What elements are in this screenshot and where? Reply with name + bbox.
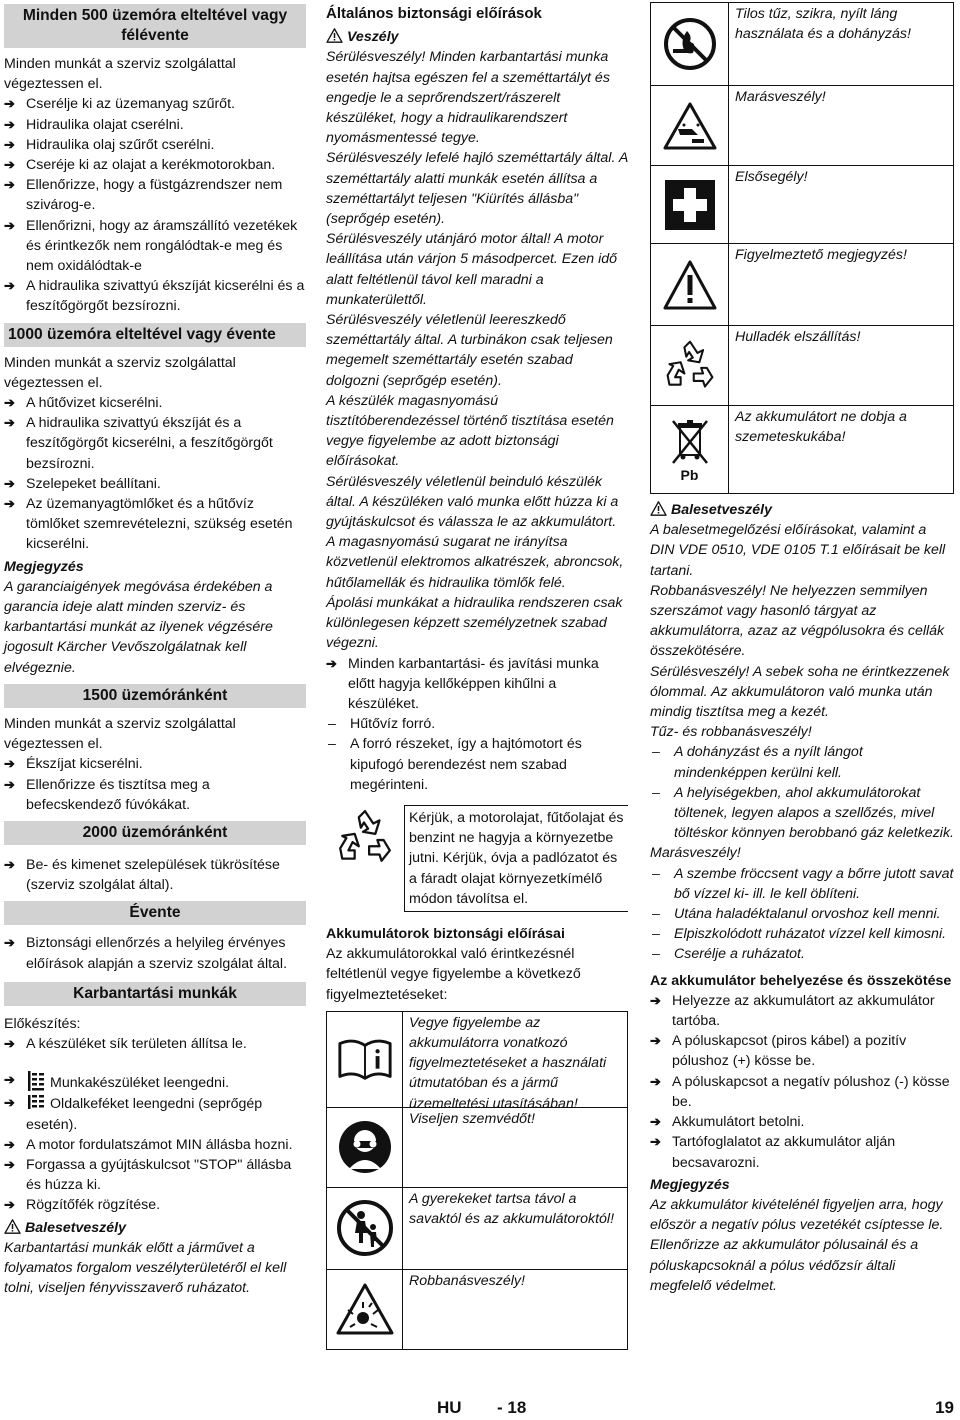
eye-protection-icon [337,1119,393,1175]
table-cell: A gyerekeket tartsa távol a savaktól és az akkumulátoroktól! [409,1190,615,1227]
warning-icon [650,501,667,516]
paragraph: Sérülésveszély! A sebek soha ne érintkezzenek ólommal. Az akkumulátoron való munka után mindig tisztítsa meg a kezét. [650,663,950,721]
list-item: ➔ A készüléket sík területen állítsa le. [4,1034,306,1054]
list-item: ➔ A póluskapcsot (piros kábel) a pozitív pólushoz (+) kösse be. [650,1031,954,1071]
list-item: ➔ Be- és kimenet szelepülések tükrösítése (szerviz szolgálat által). [4,855,306,895]
list-item: ➔ Helyezze az akkumulátort az akkumulátor tartóba. [650,991,954,1031]
table-cell: Viseljen szemvédőt! [409,1110,535,1127]
paragraph: Sérülésveszély véletlenül leereszkedő szeméttartály által. A turbinákon csak teljesen megemelt szeméttartály esetén szabad dolgozni (seprőgép esetén). [326,312,613,389]
keep-children-away-icon [336,1199,394,1257]
dash-item: – A dohányzást és a nyílt lángot mindenképpen kerülni kell. [650,742,954,782]
paragraph: Marásveszély! [650,845,741,862]
section-intro: Minden munkát a szerviz szolgálattal végeztessen el. [4,56,236,93]
table-row [651,165,953,243]
paragraph: Sérülésveszély véletlenül beinduló készülék által. A készüléken való munka előtt húzza ki a gyújtáskulcsot és válassza le az akkumulátort. [326,473,619,531]
section-intro: Minden munkát a szerviz szolgálattal végeztessen el. [4,354,236,391]
dash-item: – Cserélje a ruházatot. [650,944,954,964]
dash-item: – A helyiségekben, ahol akkumulátorokat töltenek, legyen alapos a szellőzés, mivel töltéskor könnyen berobbanó gáz keletkezik. [650,783,954,844]
manual-book-icon [336,1030,394,1088]
list-item: ➔ Forgassa a gyújtáskulcsot "STOP" állásba és húzza ki. [4,1155,306,1195]
warning-heading: Balesetveszély [4,1218,306,1238]
list-item: ➔ Ellenőrizze és tisztítsa meg a befecskendező fúvókákat. [4,775,306,815]
dash-item: – Hűtővíz forró. [326,714,628,734]
corrosive-icon [662,101,718,151]
note-title: Megjegyzés [650,1176,730,1193]
paragraph: A magasnyomású sugarat ne irányítsa közvetlenül elektromos alkatrészek, abroncsok, hűtőlamellák és hidraulika tömlők felé. [326,534,624,591]
list-item: ➔ A hidraulika szivattyú ékszíját kicserélni és a feszítőgörgőt bezsírozni. [4,276,306,316]
recycle-icon [334,807,396,869]
section-title-1000h: 1000 üzemóra elteltével vagy évente [4,323,306,347]
table-row [651,405,953,493]
dash-item: – Utána haladéktalanul orvoshoz kell menni. [650,904,954,924]
note-title: Megjegyzés [4,558,84,575]
list-item: ➔ Akkumulátort betolni. [650,1112,954,1132]
dash-item: – A forró részeket, így a hajtómotort és kipufogó berendezést nem szabad megérinteni. [326,734,628,795]
section-title-2000h: 2000 üzemóránként [4,821,306,845]
warning-text: Karbantartási munkák előtt a járművet a folyamatos forgalom veszélyterületéről el kell tolni, viseljen fényvisszaverő ruházatot. [4,1239,287,1297]
table-row [651,325,953,405]
table-cell: Marásveszély! [735,89,826,105]
list-item: ➔ Rögzítőfék rögzítése. [4,1195,306,1215]
warning-heading: Balesetveszély [650,500,954,520]
table-row [327,1107,627,1187]
table-cell: Figyelmeztető megjegyzés! [735,247,907,263]
table-cell: Hulladék elszállítás! [735,329,861,345]
list-item: ➔ Ellenőrizni, hogy az áramszállító vezetékek és érintkezők nem rongálódtak-e meg és nem oxidálódtak-e [4,216,306,277]
list-item: ➔ A hűtővizet kicserélni. [4,393,306,413]
list-item: ➔ A póluskapcsot a negatív pólushoz (-) kösse be. [650,1072,954,1112]
section-title-yearly: Évente [4,901,306,925]
list-item: ➔ Minden karbantartási- és javítási munka előtt hagyja kellőképpen kihűlni a készüléket. [326,654,628,715]
table-row [327,1269,627,1349]
list-item: ➔ Cseréje ki az olajat a kerékmotorokban. [4,155,306,175]
section-title-maintenance: Karbantartási munkák [4,982,306,1006]
table-row [327,1187,627,1269]
table-row [651,243,953,325]
list-item: ➔ Cserélje ki az üzemanyag szűrőt. [4,94,306,114]
paragraph: Sérülésveszély lefelé hajló szeméttartály által. A szeméttartály alatti munkák esetén állítsa a szeméttartályt teljesen "Kiürítés állásba"(seprőgép esetén). [326,150,628,228]
section-title-1500h: 1500 üzemóránként [4,684,306,708]
battery-symbol-table [650,2,954,494]
first-aid-icon [665,180,715,230]
warning-icon [326,28,343,43]
recycle-icon [662,338,718,394]
list-item-label: Oldalkeféket leengedni (seprőgép esetén). [26,1096,263,1133]
table-cell: Elsősegély! [735,169,808,185]
recycle-notice [326,805,628,912]
dash-item: – A szembe fröccsent vagy a bőrre jutott savat bő vízzel ki- ill. le kell öblíteni. [650,864,954,904]
column-right [650,4,954,1296]
table-row [651,85,953,165]
lower-tool-icon [26,1070,46,1092]
list-item: ➔ Biztonsági ellenőrzés a helyileg érvényes előírások alapján a szerviz szolgálat által. [4,933,306,973]
list-item: ➔ Ellenőrizze, hogy a füstgázrendszer nem szivárog-e. [4,175,306,215]
explosion-hazard-icon [335,1282,395,1336]
prep-label: Előkészítés: [4,1015,81,1032]
footer-page-ref: - 18 [497,1398,527,1417]
list-item: ➔ Az üzemanyagtömlőket és a hűtővíz tömlőket szemrevételezni, szükség esetén kicserélni. [4,494,306,555]
dash-item: – Elpiszkolódott ruházatot vízzel kell kimosni. [650,924,954,944]
paragraph: Sérülésveszély utánjáró motor által! A motor leállítása után várjon 5 másodpercet. Ezen idő alatt feltétlenül távol kell maradni a munkaterülettől. [326,231,618,308]
column-middle [326,4,628,1350]
table-cell: Robbanásveszély! [409,1272,525,1289]
table-row [327,1012,627,1112]
warning-text: A balesetmegelőzési előírásokat, valamint a DIN VDE 0510, VDE 0105 T.1 előírásait be kell tartani. [650,522,946,579]
list-item-label: Munkakészüléket leengedni. [50,1075,230,1092]
list-item: ➔ Tartófoglalatot az akkumulátor alján becsavarozni. [650,1132,954,1172]
section-title-battery: Akkumulátorok biztonsági előírásai [326,925,565,942]
list-item: ➔ Ékszíjat kicserélni. [4,754,306,774]
list-item: ➔ Hidraulika olaj szűrőt cserélni. [4,135,306,155]
recycle-text: Kérjük, a motorolajat, fűtőolajat és benzint ne hagyja a környezetbe jutni. Kérjük, óvja a padlózatot és a fáradt olajat környezetkímélő módon távolítsa el. [404,805,628,912]
caution-icon [662,259,718,311]
section-title-safety: Általános biztonsági előírások [326,5,542,22]
paragraph: Sérülésveszély! Minden karbantartási munka esetén hajtsa egészen fel a szeméttartályt és engedje le a seprőrendszert/rászerelt készüléket, hogy a hidraulikarendszert nyomásmentessé tegye. [326,49,610,147]
table-row [651,3,953,85]
column-left [4,4,306,1298]
side-brush-icon [26,1093,46,1111]
paragraph: Tűz- és robbanásveszély! [650,724,812,741]
list-item: ➔ Hidraulika olajat cserélni. [4,115,306,135]
battery-intro: Az akkumulátorokkal való érintkezésnél feltétlenül vegye figyelembe a következő figyelmeztetéseket: [326,946,581,1003]
note-text: A garanciaigények megóvása érdekében a garancia ideje alatt minden szerviz- és karbantartási munkát az ilyenek végzésére jogosult Kärcher Vevőszolgálatnak kell elvégeznie. [4,578,273,676]
note-text: Az akkumulátor kivételénél figyeljen arra, hogy először a negatív pólus vezetékét csíptesse le. Ellenőrizze az akkumulátor pólusainál és a póluskapcsoknál a pólus védőzsír általi megfelelő védelmet. [650,1196,944,1294]
paragraph: A készülék magasnyomású tisztítóberendezéssel történő tisztítása esetén vegye figyelembe az adott biztonsági előírásokat. [326,392,614,470]
paragraph: Ápolási munkákat a hidraulika rendszeren csak különlegesen képzett személyzetnek szabad végezni. [326,594,623,652]
list-item: ➔ Szelepeket beállítani. [4,474,306,494]
list-item [4,1070,306,1093]
footer-language: HU [437,1398,462,1417]
danger-heading: Veszély [326,27,628,47]
paragraph: Robbanásveszély! Ne helyezzen semmilyen szerszámot vagy hasonló tárgyat az akkumulátorra, azaz az végpólusokra és cellák összekötésére. [650,582,945,660]
section-title-battery-install: Az akkumulátor behelyezése és összekötése [650,972,952,989]
section-intro: Minden munkát a szerviz szolgálattal végeztessen el. [4,715,236,753]
table-cell: Tilos tűz, szikra, nyílt láng használata és a dohányzás! [735,6,911,43]
crossed-bin-icon [667,417,713,467]
no-fire-icon [663,17,717,71]
table-cell: Vegye figyelembe az akkumulátorra vonatkozó figyelmeztetéseket a használati útmutatóban és a jármű üzemeltetési utasításában! [409,1014,607,1112]
page-number: 19 [935,1398,954,1417]
list-item: ➔ A hidraulika szivattyú ékszíját és a feszítőgörgőt kicserélni, a feszítőgörgőt bezsírozni. [4,413,306,474]
warning-icon [4,1219,21,1234]
table-cell: Az akkumulátort ne dobja a szemeteskukába! [735,409,907,446]
list-item: ➔ A motor fordulatszámot MIN állásba hozni. [4,1135,306,1155]
lead-label: Pb [680,466,699,483]
section-title-500h: Minden 500 üzemóra elteltével vagy félévente [4,4,306,48]
battery-warning-table [326,1011,628,1350]
list-item [4,1093,306,1134]
